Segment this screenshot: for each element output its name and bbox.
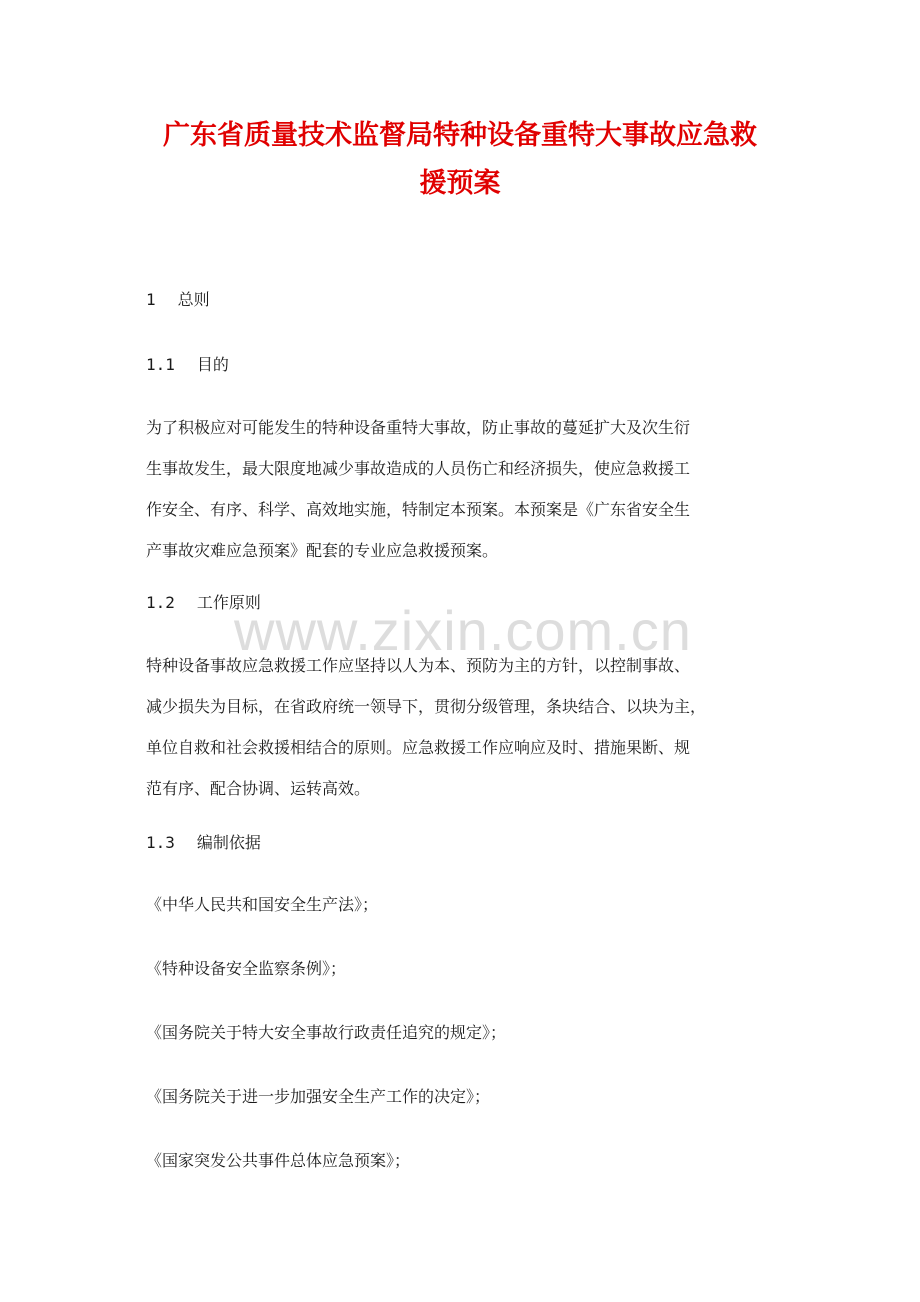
paragraph-line: 产事故灾难应急预案》配套的专业应急救援预案。 — [146, 541, 499, 560]
section-number: 1 — [146, 290, 156, 309]
section-label: 目的 — [196, 355, 229, 374]
section-number: 1.1 — [146, 355, 175, 374]
section-label: 工作原则 — [196, 593, 261, 612]
title-line-1: 广东省质量技术监督局特种设备重特大事故应急救 — [163, 120, 757, 151]
purpose-paragraph — [146, 407, 778, 571]
paragraph-line: 生事故发生，最大限度地减少事故造成的人员伤亡和经济损失，使应急救援工 — [146, 459, 691, 478]
paragraph-line: 单位自救和社会救援相结合的原则。应急救援工作应响应及时、措施果断、规 — [146, 738, 691, 757]
document-body — [146, 280, 778, 1173]
reference-item: 《特种设备安全监察条例》； — [146, 959, 347, 978]
principles-paragraph — [146, 645, 778, 809]
section-label: 总则 — [177, 290, 210, 309]
title-line-2: 援预案 — [419, 168, 501, 199]
paragraph-line: 范有序、配合协调、运转高效。 — [146, 779, 371, 798]
watermark: www.zixin.com.cn — [234, 599, 692, 662]
section-heading-general — [146, 288, 778, 312]
section-label: 编制依据 — [196, 833, 261, 852]
section-heading-basis — [146, 831, 778, 855]
reference-item: 《国务院关于进一步加强安全生产工作的决定》； — [146, 1087, 491, 1106]
section-heading-principles — [146, 591, 778, 615]
paragraph-line: 作安全、有序、科学、高效地实施，特制定本预案。本预案是《广东省安全生 — [146, 500, 691, 519]
reference-item: 《国务院关于特大安全事故行政责任追究的规定》； — [146, 1023, 507, 1042]
reference-item: 《国家突发公共事件总体应急预案》； — [146, 1151, 411, 1170]
paragraph-line: 为了积极应对可能发生的特种设备重特大事故，防止事故的蔓延扩大及次生衍 — [146, 418, 691, 437]
section-number: 1.3 — [146, 833, 175, 852]
reference-item: 《中华人民共和国安全生产法》； — [146, 895, 379, 914]
section-heading-purpose — [146, 353, 778, 377]
paragraph-line: 特种设备事故应急救援工作应坚持以人为本、预防为主的方针，以控制事故、 — [146, 656, 691, 675]
document-title — [120, 112, 800, 208]
paragraph-line: 减少损失为目标，在省政府统一领导下，贯彻分级管理，条块结合、以块为主， — [146, 697, 707, 716]
section-number: 1.2 — [146, 593, 175, 612]
